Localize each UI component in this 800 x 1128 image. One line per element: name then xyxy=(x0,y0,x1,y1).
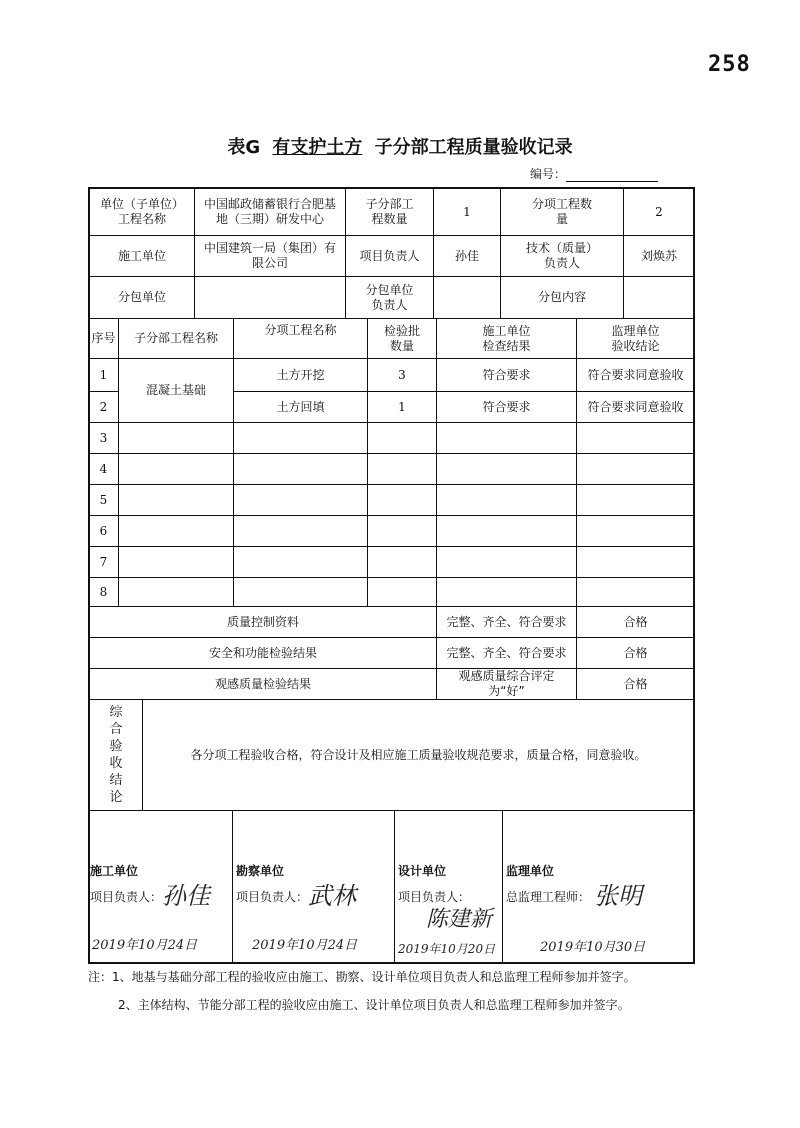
form-title xyxy=(0,133,800,159)
summary-result: 合格 xyxy=(623,676,648,691)
signature-date: 2019年10月20日 xyxy=(398,942,496,956)
summary-label: 安全和功能检验结果 xyxy=(208,645,317,660)
handwritten-signature: 陈建新 xyxy=(426,907,493,932)
project-leader-value: 孙佳 xyxy=(454,248,479,263)
col-seq: 序号 xyxy=(91,331,116,345)
row-seq: 8 xyxy=(99,584,108,599)
summary-check: 观感质量综合评定为“好” xyxy=(458,669,555,698)
col-item: 分项工程名称 xyxy=(264,323,337,337)
page-number: 258 xyxy=(708,52,751,77)
row-seq: 6 xyxy=(99,523,108,538)
tech-leader-value: 刘焕苏 xyxy=(640,248,677,263)
summary-check: 完整、齐全、符合要求 xyxy=(446,614,567,629)
col-construction-result: 施工单位检查结果 xyxy=(482,323,531,353)
signature-date: 2019年10月24日 xyxy=(252,938,358,953)
rule xyxy=(88,422,695,423)
row-seq: 5 xyxy=(99,492,108,507)
signature-unit: 勘察单位 xyxy=(236,864,285,878)
rule xyxy=(232,810,233,964)
row-seq: 3 xyxy=(99,430,108,445)
signature-unit: 监理单位 xyxy=(506,864,555,878)
row-supervision-result: 符合要求同意验收 xyxy=(587,399,684,414)
form-title-name: 有支护土方 xyxy=(272,137,363,158)
note-2: 2、主体结构、节能分部工程的验收应由施工、设计单位项目负责人和总监理工程师参加并签字。 xyxy=(118,998,630,1012)
subcontractor-label: 分包单位 xyxy=(117,290,166,304)
conclusion-text: 各分项工程验收合格，符合设计及相应施工质量验收规范要求，质量合格，同意验收。 xyxy=(190,747,647,762)
subcontractor-leader-label: 分包单位负责人 xyxy=(365,282,414,312)
signature-unit: 施工单位 xyxy=(90,864,139,878)
summary-check: 完整、齐全、符合要求 xyxy=(446,645,567,660)
signature-date: 2019年10月30日 xyxy=(540,940,646,955)
col-subdivision: 子分部工程名称 xyxy=(133,331,218,345)
summary-result: 合格 xyxy=(623,614,648,629)
row-seq: 7 xyxy=(99,554,108,569)
row-item: 土方回填 xyxy=(276,399,325,414)
signature-role: 项目负责人： xyxy=(90,890,163,904)
serial-number-blank[interactable] xyxy=(566,169,658,182)
handwritten-signature: 孙佳 xyxy=(162,882,210,910)
construction-unit-value: 中国建筑一局（集团）有限公司 xyxy=(203,241,336,270)
signature-role: 项目负责人： xyxy=(236,890,309,904)
signature-date: 2019年10月24日 xyxy=(92,938,198,953)
project-leader-label: 项目负责人 xyxy=(359,248,420,263)
summary-label: 观感质量检验结果 xyxy=(214,676,311,691)
row-seq: 1 xyxy=(99,367,108,382)
row-batch-count: 1 xyxy=(398,399,406,414)
subcontract-content-label: 分包内容 xyxy=(537,290,586,304)
col-supervision-result: 监理单位验收结论 xyxy=(611,323,660,353)
subcontract-content-value xyxy=(624,277,694,318)
col-batch-count: 检验批数量 xyxy=(383,323,420,353)
conclusion-label: 综合验收结论 xyxy=(109,705,123,805)
form-title-prefix: 表G xyxy=(227,137,261,158)
form-title-suffix: 子分部工程质量验收记录 xyxy=(374,137,573,158)
row-item: 土方开挖 xyxy=(276,367,325,382)
subdivision-count-value: 1 xyxy=(463,204,471,219)
row-construction-result: 符合要求 xyxy=(482,367,531,382)
unit-name-value: 中国邮政储蓄银行合肥基地（三期）研发中心 xyxy=(203,197,336,226)
rule xyxy=(88,515,695,516)
rule xyxy=(502,810,503,964)
handwritten-signature: 张明 xyxy=(594,882,642,910)
row-batch-count: 3 xyxy=(398,367,406,382)
row-supervision-result: 符合要求同意验收 xyxy=(587,367,684,382)
rule xyxy=(88,453,695,454)
signature-role: 项目负责人： xyxy=(398,890,471,904)
tech-leader-label: 技术（质量）负责人 xyxy=(525,241,598,270)
subcontractor-leader-value xyxy=(434,277,500,318)
row-construction-result: 符合要求 xyxy=(482,399,531,414)
rule xyxy=(88,484,695,485)
summary-result: 合格 xyxy=(623,645,648,660)
serial-number-field xyxy=(530,165,658,182)
subcontractor-value xyxy=(195,277,345,318)
rule xyxy=(394,810,395,964)
row-subdivision: 混凝土基础 xyxy=(145,383,206,397)
subdivision-count-label: 子分部工程数量 xyxy=(365,197,414,226)
row-seq: 4 xyxy=(99,461,108,476)
item-count-value: 2 xyxy=(655,204,663,219)
note-1: 注：1、地基与基础分部工程的验收应由施工、勘察、设计单位项目负责人和总监理工程师参加并签字。 xyxy=(88,970,636,984)
serial-number-label: 编号： xyxy=(530,167,567,181)
row-seq: 2 xyxy=(99,399,108,414)
summary-label: 质量控制资料 xyxy=(226,614,299,629)
rule xyxy=(88,546,695,547)
signature-unit: 设计单位 xyxy=(398,864,447,878)
rule xyxy=(88,810,695,811)
signature-role: 总监理工程师： xyxy=(506,890,591,904)
rule xyxy=(88,577,695,578)
construction-unit-label: 施工单位 xyxy=(117,248,166,263)
item-count-label: 分项工程数量 xyxy=(531,197,592,226)
unit-name-label: 单位（子单位）工程名称 xyxy=(99,197,184,226)
handwritten-signature: 武林 xyxy=(308,882,356,910)
